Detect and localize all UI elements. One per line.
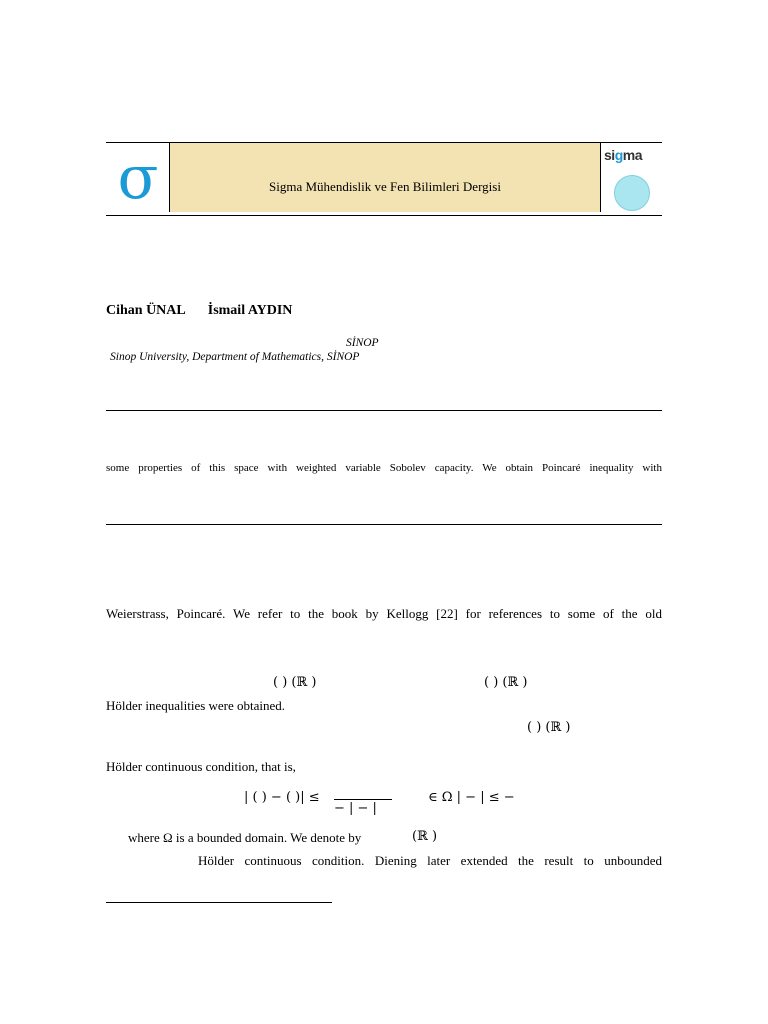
body-paragraph-line: Hölder continuous condition. Diening later extended the result to unbounded <box>198 853 662 868</box>
sigma-logo-icon: σ <box>117 143 159 213</box>
affiliation-city: SİNOP <box>346 337 379 349</box>
formula-numerator: | ( ) − ( )| ≤ <box>244 790 320 805</box>
affiliation: Sinop University, Department of Mathematics, SİNOP <box>110 351 360 363</box>
abstract-text: some properties of this space with weighted variable Sobolev capacity. We obtain Poincaré inequality with <box>106 462 662 474</box>
math-fragment: ( ) (ℝ ) <box>527 720 571 735</box>
formula-condition: ∈ Ω | − | ≤ − <box>428 790 515 805</box>
author-list <box>106 303 292 319</box>
author-name: Cihan ÜNAL <box>106 303 186 318</box>
footnote-rule <box>106 902 332 903</box>
fraction-bar <box>334 799 392 800</box>
formula-denominator: − | − | <box>334 801 377 816</box>
body-paragraph-line: Hölder inequalities were obtained. <box>106 698 286 713</box>
brand-circle-icon <box>614 175 650 211</box>
abstract-top-rule <box>106 410 662 411</box>
journal-title: Sigma Mühendislik ve Fen Bilimleri Dergisi <box>269 178 501 194</box>
author-name: İsmail AYDIN <box>207 303 293 318</box>
math-fragment: (ℝ ) <box>412 829 438 844</box>
math-fragment: ( ) (ℝ ) <box>484 675 528 690</box>
sigma-brand-wordmark: sigma <box>604 147 642 163</box>
math-fragment: ( ) (ℝ ) <box>273 675 317 690</box>
journal-header <box>106 142 662 216</box>
body-paragraph-line: Weierstrass, Poincaré. We refer to the book by Kellogg [22] for references to some of the old <box>106 606 662 621</box>
journal-title-box <box>169 143 601 212</box>
abstract-bottom-rule <box>106 524 662 525</box>
body-paragraph-line: Hölder continuous condition, that is, <box>106 759 296 774</box>
sigma-brand-logo <box>604 145 662 211</box>
body-paragraph-line: where Ω is a bounded domain. We denote by <box>128 830 362 845</box>
